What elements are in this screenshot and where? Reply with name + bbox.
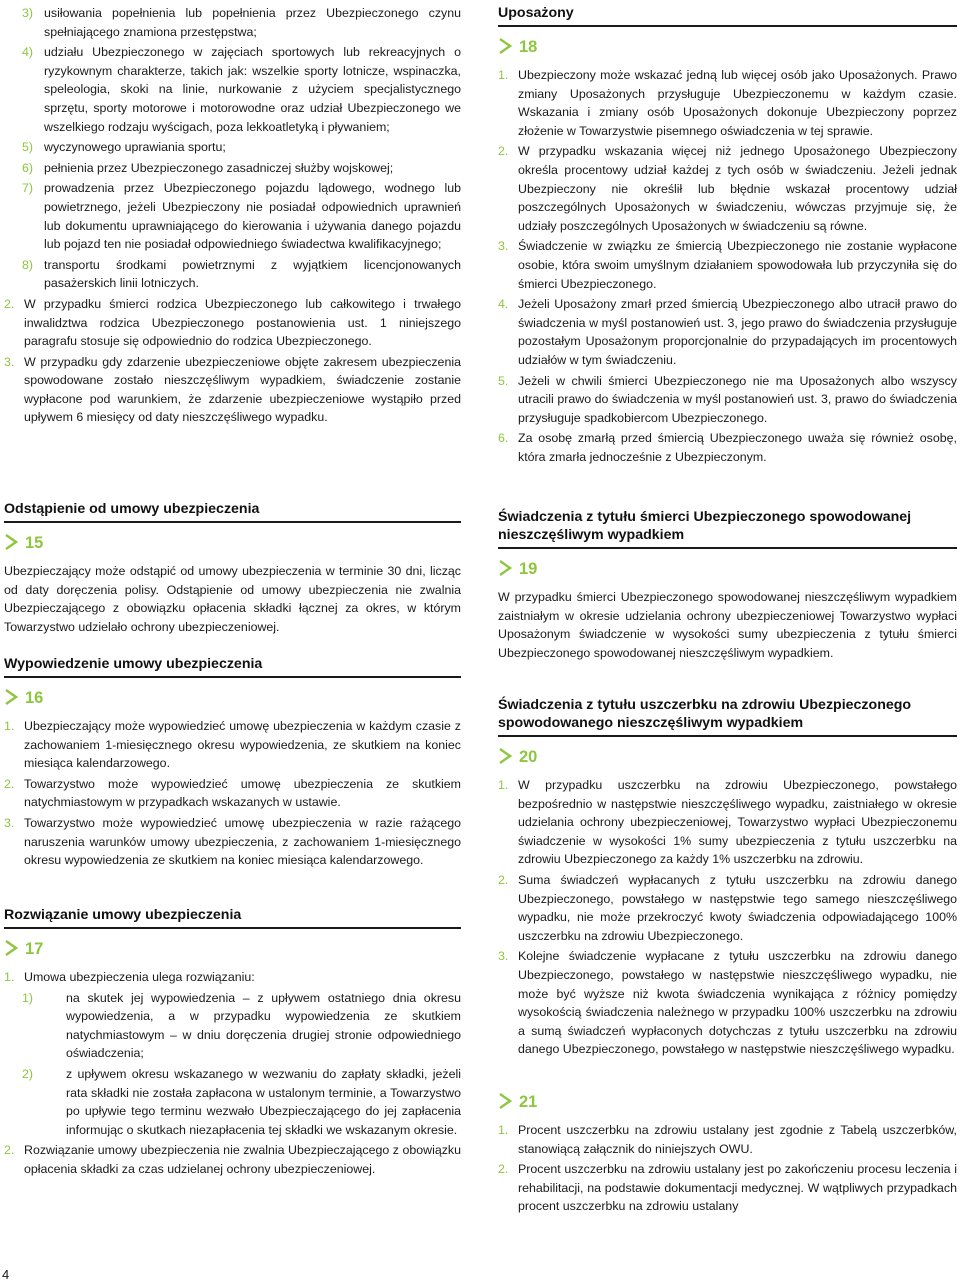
section-sign-icon — [498, 558, 512, 580]
divider — [498, 547, 957, 549]
numbered-point: 2. Procent uszczerbku na zdrowiu ustalany jest po zakończeniu procesu leczenia i rehabilitacji, na podstawie dokumentacji medycznej. W wątpliwych przypadkach procent uszczerbku na zdrowiu ustalany — [498, 1162, 957, 1214]
numbered-point: 5. Jeżeli w chwili śmierci Ubezpieczonego nie ma Uposażonych albo wszyscy utracili prawo do świadczenia w myśl postanowień ust. 3, prawo do świadczenia przysługuje spadkobiercom Ubezpieczonego. — [498, 373, 957, 425]
section-20 — [498, 696, 957, 1059]
section-heading: Wypowiedzenie umowy ubezpieczenia — [4, 656, 263, 672]
paragraph-marker: 17 — [4, 934, 461, 964]
numbered-point: 3. Świadczenie w związku ze śmiercią Ubezpieczonego nie zostanie wypłacone osobie, która swoim umyślnym działaniem spowodowała lub przyczyniła się do śmierci Ubezpieczonego. — [498, 239, 957, 291]
numbered-point: 1. Ubezpieczony może wskazać jedną lub więcej osób jako Uposażonych. Prawo zmiany Uposażonych przysługuje Ubezpieczonemu w każdym czasie. Wskazania i zmiany osób Uposażonych dokonuje Ubezpieczony poprzez złożenie w Towarzystwie pisemnego oświadczenia w tej sprawie. — [498, 68, 957, 138]
divider — [4, 521, 461, 523]
divider — [498, 735, 957, 737]
left-column-continuation — [4, 4, 461, 427]
paragraph-marker: 19 — [498, 554, 957, 584]
section-body: Ubezpieczający może odstąpić od umowy ubezpieczenia w terminie 30 dni, licząc od daty doręczenia polisy. Odstąpienie od umowy ubezpieczenia nie zwalnia Ubezpieczającego z obowiązku opłacenia składki łącznej za okres, w którym Towarzystwo udzielało ochrony ubezpieczeniowej. — [4, 564, 461, 634]
numbered-point: 1. W przypadku uszczerbku na zdrowiu Ubezpieczonego, powstałego bezpośrednio w następstwie nieszczęśliwego wypadku, zaistniałego w okresie udzielania ochrony ubezpieczeniowej, Towarzystwo wypłaci Ubezpieczonemu świadczenie w wysokości 1% sumy ubezpieczenia z tytułu uszczerbku na zdrowiu Ubezpieczonego za każdy 1% uszczerbku na zdrowiu. — [498, 778, 957, 867]
section-sign-icon — [4, 687, 18, 709]
section-sign-icon — [498, 1091, 512, 1113]
list-item: 2) z upływem okresu wskazanego w wezwaniu do zapłaty składki, jeżeli rata składki nie została zapłacona w ustalonym terminie, a Towarzystwo po upływie tego terminu wezwało Ubezpieczającego do jej zapłacenia informując o skutkach niezapłacenia tej składki we wskazanym okresie. — [22, 1066, 461, 1137]
numbered-point: 2. Rozwiązanie umowy ubezpieczenia nie zwalnia Ubezpieczającego z obowiązku opłacenia składki za czas udzielanej ochrony ubezpieczeniowej. — [4, 1143, 461, 1176]
numbered-point: 3. Kolejne świadczenie wypłacane z tytułu uszczerbku na zdrowiu danego Ubezpieczonego, powstałego w następstwie nieszczęśliwego wypadku, nie może być wyższe niż kwota świadczenia wynikająca z różnicy pomiędzy wysokością świadczenia należnego w przypadku 100% uszczerbku na zdrowiu a sumą świadczeń wypłaconych dotychczas z tytułu uszczerbku na zdrowiu danego Ubezpieczonego, powstałego w następstwie nieszczęśliwego wypadku. — [498, 949, 957, 1057]
paragraph-marker: 18 — [498, 32, 957, 62]
divider — [498, 25, 957, 27]
page-number: 4 — [2, 1267, 10, 1282]
paragraph-marker: 20 — [498, 742, 957, 772]
section-heading: Odstąpienie od umowy ubezpieczenia — [4, 501, 260, 517]
numbered-point: 3. W przypadku gdy zdarzenie ubezpieczeniowe objęte zakresem ubezpieczenia spowodowane zostało nieszczęśliwym wypadkiem, świadczenie zostanie wypłacone pod warunkiem, że zdarzenie ubezpieczeniowe wystąpiło przed upływem 6 miesięcy od daty nieszczęśliwego wypadku. — [4, 354, 461, 425]
list-item: 6) pełnienia przez Ubezpieczonego zasadniczej służby wojskowej; — [22, 160, 394, 175]
divider — [4, 676, 461, 678]
section-sign-icon — [4, 532, 18, 554]
divider — [4, 927, 461, 929]
list-item: 5) wyczynowego uprawiania sportu; — [22, 140, 226, 155]
numbered-point: 6. Za osobę zmarłą przed śmiercią Ubezpieczonego uważa się również osobę, która zmarła jednocześnie z Ubezpieczonym. — [498, 431, 957, 464]
paragraph-marker: 21 — [498, 1087, 957, 1117]
numbered-point: 2. Suma świadczeń wypłacanych z tytułu uszczerbku na zdrowiu danego Ubezpieczonego, powstałego w następstwie tego samego nieszczęśliwego wypadku, nie może przekroczyć kwoty świadczenia odpowiadającego 100% uszczerbku na zdrowiu Ubezpieczonego. — [498, 872, 957, 943]
section-heading: Świadczenia z tytułu śmierci Ubezpieczonego spowodowanej nieszczęśliwym wypadkiem — [498, 509, 912, 543]
section-heading: Świadczenia z tytułu uszczerbku na zdrowiu Ubezpieczonego spowodowanego nieszczęśliwym wypadkiem — [498, 697, 912, 731]
list-item: 3) usiłowania popełnienia lub popełnienia przez Ubezpieczonego czynu spełniającego znamiona przestępstwa; — [22, 6, 461, 39]
section-19 — [498, 508, 957, 662]
section-sign-icon — [498, 36, 512, 58]
section-sign-icon — [498, 746, 512, 768]
list-item: 1) na skutek jej wypowiedzenia – z upływem ostatniego dnia okresu wypowiedzenia, a w przypadku wypowiedzenia ze skutkiem natychmiastowym – w dniu doręczenia drugiej stronie odpowiedniego oświadczenia; — [22, 990, 461, 1061]
section-21 — [498, 1082, 957, 1216]
section-body: W przypadku śmierci Ubezpieczonego spowodowanej nieszczęśliwym wypadkiem zaistniałym w okresie udzielania ochrony ubezpieczeniowej Towarzystwo wypłaci Uposażonym świadczenie w wysokości sumy ubezpieczenia z tytułu śmierci Ubezpieczonego spowodowanej nieszczęśliwym wypadkiem. — [498, 590, 957, 660]
numbered-point: 1. Ubezpieczający może wypowiedzieć umowę ubezpieczenia w każdym czasie z zachowaniem 1-miesięcznego okresu wypowiedzenia, ze skutkiem na koniec miesiąca kalendarzowego. — [4, 719, 461, 771]
numbered-point: 3. Towarzystwo może wypowiedzieć umowę ubezpieczenia w razie rażącego naruszenia warunków umowy ubezpieczenia, z zachowaniem 1-miesięcznego okresu wypowiedzenia ze skutkiem na koniec miesiąca kalendarzowego. — [4, 815, 461, 868]
section-17 — [4, 906, 461, 1179]
section-sign-icon — [4, 938, 18, 960]
numbered-point: 2. Towarzystwo może wypowiedzieć umowę ubezpieczenia ze skutkiem natychmiastowym w przypadkach wskazanych w ustawie. — [4, 776, 461, 810]
section-heading: Uposażony — [498, 5, 574, 21]
numbered-point: 2. W przypadku wskazania więcej niż jednego Uposażonego Ubezpieczony określa procentowy udział każdej z tych osób w świadczeniu. Jeżeli jednak Ubezpieczony nie określił lub błędnie wskazał procentowy udział poszczególnych Uposażonych w świadczeniu, wówczas przyjmuje się, że udziały poszczególnych Uposażonych w świadczeniu są równe. — [498, 144, 957, 233]
numbered-point: 1. Umowa ubezpieczenia ulega rozwiązaniu: — [4, 970, 255, 984]
list-item: 7) prowadzenia przez Ubezpieczonego pojazdu lądowego, wodnego lub powietrznego, jeżeli Ubezpieczony nie posiadał odpowiednich uprawnień lub dokumentu uprawniającego do kierowania i używania danego pojazdu lub pojazd ten nie posiadał odpowiedniego świadectwa kwalifikacyjnego; — [22, 181, 461, 252]
numbered-point: 4. Jeżeli Uposażony zmarł przed śmiercią Ubezpieczonego albo utracił prawo do świadczenia w myśl postanowień ust. 3, jego prawo do świadczenia przysługuje pozostałym Uposażonym proporcjonalnie do przypadających im procentowych udziałów w tym świadczeniu. — [498, 297, 957, 367]
paragraph-marker: 16 — [4, 683, 461, 713]
numbered-point: 1. Procent uszczerbku na zdrowiu ustalany jest zgodnie z Tabelą uszczerbków, stanowiącą załącznik do niniejszych OWU. — [498, 1123, 957, 1156]
section-18 — [498, 4, 957, 466]
list-item: 4) udziału Ubezpieczonego w zajęciach sportowych lub rekreacyjnych o ryzykownym charakterze, takich jak: wszelkie sporty lotnicze, wspinaczka, speleologia, skoki na linie, nurkowanie z użyciem specjalistycznego sprzętu, sporty motorowe i motorowodne oraz udział Ubezpieczonego we wszelkiego rodzaju wyścigach, poza lekkoatletyką i pływaniem; — [22, 45, 461, 134]
numbered-point: 2. W przypadku śmierci rodzica Ubezpieczonego lub całkowitego i trwałego inwalidztwa rodzica Ubezpieczonego postanowienia ust. 1 niniejszego paragrafu stosuje się odpowiednio do rodzica Ubezpieczonego. — [4, 296, 461, 349]
section-15 — [4, 500, 461, 636]
paragraph-marker: 15 — [4, 528, 461, 558]
section-16 — [4, 655, 461, 870]
list-item: 8) transportu środkami powietrznymi z wyjątkiem licencjonowanych pasażerskich linii lotniczych. — [22, 257, 461, 291]
section-heading: Rozwiązanie umowy ubezpieczenia — [4, 907, 242, 923]
